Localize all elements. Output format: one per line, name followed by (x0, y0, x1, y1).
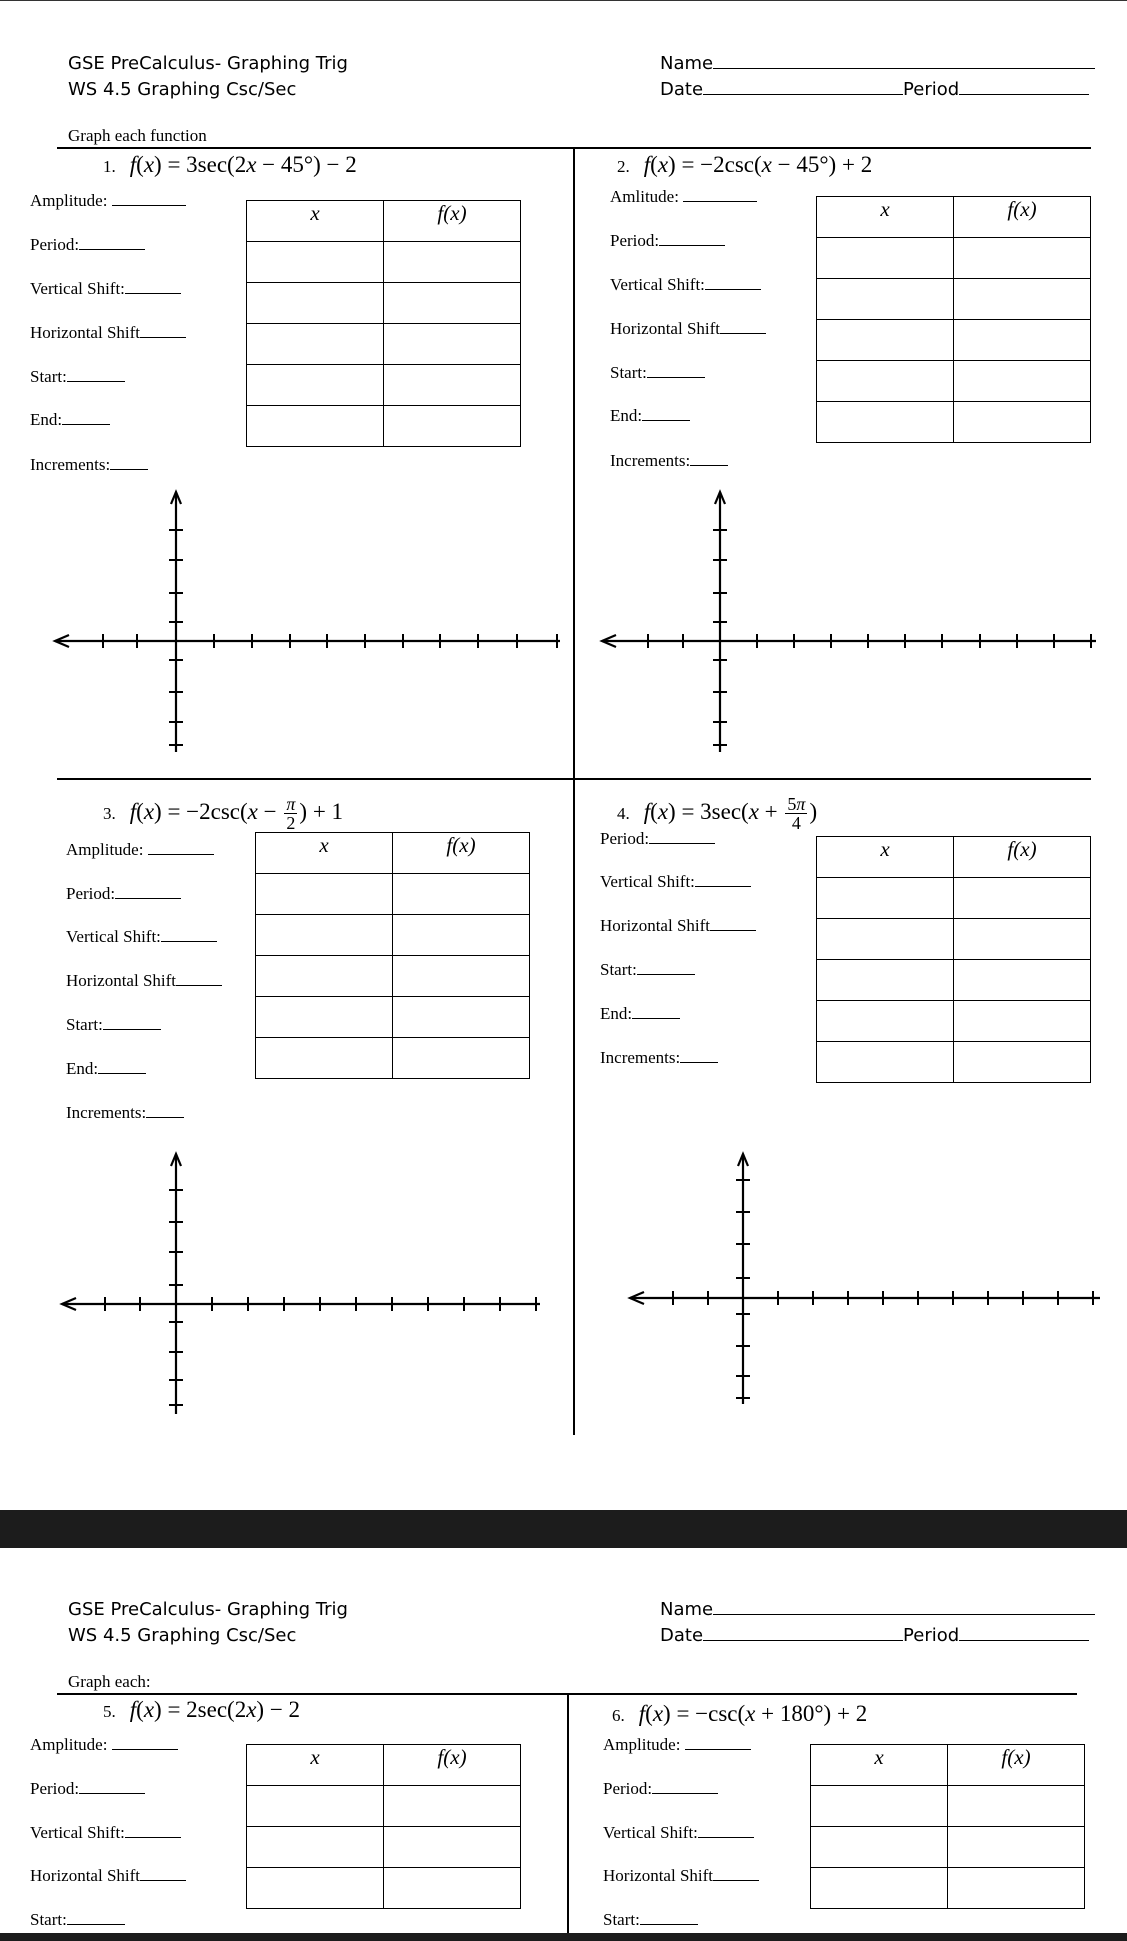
course-title: GSE PreCalculus- Graphing Trig (68, 1599, 348, 1620)
table-header-fx: f(x) (954, 197, 1091, 238)
x-axis-arrow (62, 1298, 76, 1310)
y-axis-arrow (715, 492, 725, 504)
divider (573, 147, 575, 1435)
amplitude-field[interactable]: Amlitude: (610, 187, 757, 207)
table-cell[interactable] (256, 997, 393, 1038)
page-top-border (0, 0, 1127, 1)
x-axis-arrow (55, 635, 69, 647)
start-field[interactable]: Start: (610, 363, 705, 383)
end-field[interactable]: End: (30, 410, 110, 430)
vertical-shift-field[interactable]: Vertical Shift: (30, 279, 181, 299)
table-cell[interactable] (954, 1001, 1091, 1042)
table-cell[interactable] (393, 956, 530, 997)
table-cell[interactable] (954, 361, 1091, 402)
table-cell[interactable] (817, 960, 954, 1001)
table-cell[interactable] (811, 1827, 948, 1868)
divider (567, 1693, 569, 1933)
start-field[interactable]: Start: (600, 960, 695, 980)
table-header-fx: f(x) (384, 201, 521, 242)
amplitude-field[interactable]: Amplitude: (30, 1735, 178, 1755)
vertical-shift-field[interactable]: Vertical Shift: (610, 275, 761, 295)
horizontal-shift-field[interactable]: Horizontal Shift (600, 916, 756, 936)
table-cell[interactable] (393, 874, 530, 915)
y-axis-arrow (738, 1154, 748, 1166)
table-cell[interactable] (954, 960, 1091, 1001)
start-field[interactable]: Start: (603, 1910, 698, 1930)
end-field[interactable]: End: (66, 1059, 146, 1079)
page-bottom-edge (0, 1933, 1127, 1941)
table-cell[interactable] (811, 1868, 948, 1909)
value-table[interactable] (255, 832, 530, 1079)
period-field[interactable]: Period: (603, 1779, 718, 1799)
table-cell[interactable] (384, 406, 521, 447)
table-header-x: x (811, 1745, 948, 1786)
table-cell[interactable] (393, 997, 530, 1038)
value-table[interactable] (246, 200, 521, 447)
start-field[interactable]: Start: (30, 367, 125, 387)
table-header-x: x (247, 201, 384, 242)
table-cell[interactable] (954, 1042, 1091, 1083)
amplitude-field[interactable]: Amplitude: (30, 191, 186, 211)
table-cell[interactable] (817, 402, 954, 443)
table-header-fx: f(x) (948, 1745, 1085, 1786)
problem-2-equation: 2. f(x) = −2csc(x − 45°) + 2 (617, 152, 873, 177)
table-cell[interactable] (948, 1827, 1085, 1868)
table-cell[interactable] (954, 279, 1091, 320)
course-title: GSE PreCalculus- Graphing Trig (68, 53, 348, 74)
period-field[interactable]: Period: (610, 231, 725, 251)
table-cell[interactable] (384, 1868, 521, 1909)
table-cell[interactable] (817, 1042, 954, 1083)
table-cell[interactable] (817, 878, 954, 919)
period-label: Period (903, 1625, 960, 1646)
end-field[interactable]: End: (610, 406, 690, 426)
page-separator (0, 1510, 1127, 1548)
y-axis-arrow (171, 492, 181, 504)
x-axis-arrow (602, 635, 616, 647)
table-cell[interactable] (817, 1001, 954, 1042)
table-cell[interactable] (817, 320, 954, 361)
table-header-x: x (247, 1745, 384, 1786)
table-cell[interactable] (811, 1786, 948, 1827)
date-period-field[interactable] (660, 1625, 1089, 1646)
period-field[interactable]: Period: (66, 884, 181, 904)
table-cell[interactable] (817, 919, 954, 960)
table-header-fx: f(x) (384, 1745, 521, 1786)
table-header-fx: f(x) (393, 833, 530, 874)
period-field[interactable]: Period: (30, 235, 145, 255)
name-label: Name (660, 1599, 714, 1620)
end-field[interactable]: End: (600, 1004, 680, 1024)
horizontal-shift-field[interactable]: Horizontal Shift (603, 1866, 759, 1886)
table-cell[interactable] (817, 279, 954, 320)
table-cell[interactable] (256, 956, 393, 997)
table-cell[interactable] (954, 320, 1091, 361)
increments-field[interactable]: Increments: (66, 1103, 184, 1123)
table-cell[interactable] (954, 878, 1091, 919)
table-cell[interactable] (256, 874, 393, 915)
table-cell[interactable] (384, 324, 521, 365)
table-cell[interactable] (247, 1868, 384, 1909)
period-label: Period (903, 79, 960, 100)
table-cell[interactable] (384, 1827, 521, 1868)
problem-6-equation: 6. f(x) = −csc(x + 180°) + 2 (612, 1701, 868, 1726)
increments-field[interactable]: Increments: (610, 451, 728, 471)
table-cell[interactable] (247, 242, 384, 283)
date-label: Date (660, 79, 704, 100)
horizontal-shift-field[interactable]: Horizontal Shift (30, 323, 186, 343)
name-field[interactable] (660, 1599, 1095, 1620)
problem-5-equation: 5. f(x) = 2sec(2x) − 2 (103, 1697, 301, 1722)
horizontal-shift-field[interactable]: Horizontal Shift (610, 319, 766, 339)
problem-4-equation: 4. f(x) = 3sec(x + $\frac{5\pi}{4}$ ) (617, 794, 818, 833)
y-axis-arrow (171, 1154, 181, 1166)
table-cell[interactable] (954, 919, 1091, 960)
date-period-field[interactable] (660, 79, 1089, 100)
table-cell[interactable] (817, 361, 954, 402)
table-cell[interactable] (256, 915, 393, 956)
amplitude-field[interactable]: Amplitude: (66, 840, 214, 860)
worksheet-title: WS 4.5 Graphing Csc/Sec (68, 79, 297, 100)
value-table[interactable] (816, 196, 1091, 443)
vertical-shift-field[interactable]: Vertical Shift: (30, 1823, 181, 1843)
table-cell[interactable] (948, 1868, 1085, 1909)
period-field[interactable]: Period: (600, 829, 715, 849)
table-cell[interactable] (954, 402, 1091, 443)
value-table[interactable] (816, 836, 1091, 1083)
value-table[interactable] (246, 1744, 521, 1909)
table-header-x: x (256, 833, 393, 874)
table-cell[interactable] (384, 365, 521, 406)
table-cell[interactable] (384, 242, 521, 283)
amplitude-field[interactable]: Amplitude: (603, 1735, 751, 1755)
table-header-x: x (817, 197, 954, 238)
horizontal-shift-field[interactable]: Horizontal Shift (66, 971, 222, 991)
start-field[interactable]: Start: (66, 1015, 161, 1035)
name-field[interactable] (660, 53, 1095, 74)
table-cell[interactable] (247, 1827, 384, 1868)
vertical-shift-field[interactable]: Vertical Shift: (603, 1823, 754, 1843)
table-cell[interactable] (384, 283, 521, 324)
table-cell[interactable] (247, 406, 384, 447)
table-cell[interactable] (393, 1038, 530, 1079)
table-header-x: x (817, 837, 954, 878)
period-field[interactable]: Period: (30, 1779, 145, 1799)
instruction-text: Graph each: (68, 1672, 151, 1691)
table-cell[interactable] (393, 915, 530, 956)
value-table[interactable] (810, 1744, 1085, 1909)
table-cell[interactable] (384, 1786, 521, 1827)
horizontal-shift-field[interactable]: Horizontal Shift (30, 1866, 186, 1886)
vertical-shift-field[interactable]: Vertical Shift: (66, 927, 217, 947)
table-cell[interactable] (948, 1786, 1085, 1827)
problem-3-equation: 3. f(x) = −2csc(x − $\frac{\pi}{2}$ ) + 1 (103, 794, 344, 833)
table-cell[interactable] (247, 1786, 384, 1827)
table-cell[interactable] (954, 238, 1091, 279)
table-cell[interactable] (247, 324, 384, 365)
table-cell[interactable] (817, 238, 954, 279)
increments-field[interactable]: Increments: (600, 1048, 718, 1068)
increments-field[interactable]: Increments: (30, 455, 148, 475)
table-cell[interactable] (256, 1038, 393, 1079)
start-field[interactable]: Start: (30, 1910, 125, 1930)
name-label: Name (660, 53, 714, 74)
date-label: Date (660, 1625, 704, 1646)
table-header-fx: f(x) (954, 837, 1091, 878)
divider (57, 778, 1091, 780)
x-axis-arrow (630, 1292, 644, 1304)
vertical-shift-field[interactable]: Vertical Shift: (600, 872, 751, 892)
table-cell[interactable] (247, 365, 384, 406)
instruction-text: Graph each function (68, 126, 207, 145)
problem-1-equation: 1. f(x) = 3sec(2x − 45°) − 2 (103, 152, 357, 177)
worksheet-title: WS 4.5 Graphing Csc/Sec (68, 1625, 297, 1646)
table-cell[interactable] (247, 283, 384, 324)
